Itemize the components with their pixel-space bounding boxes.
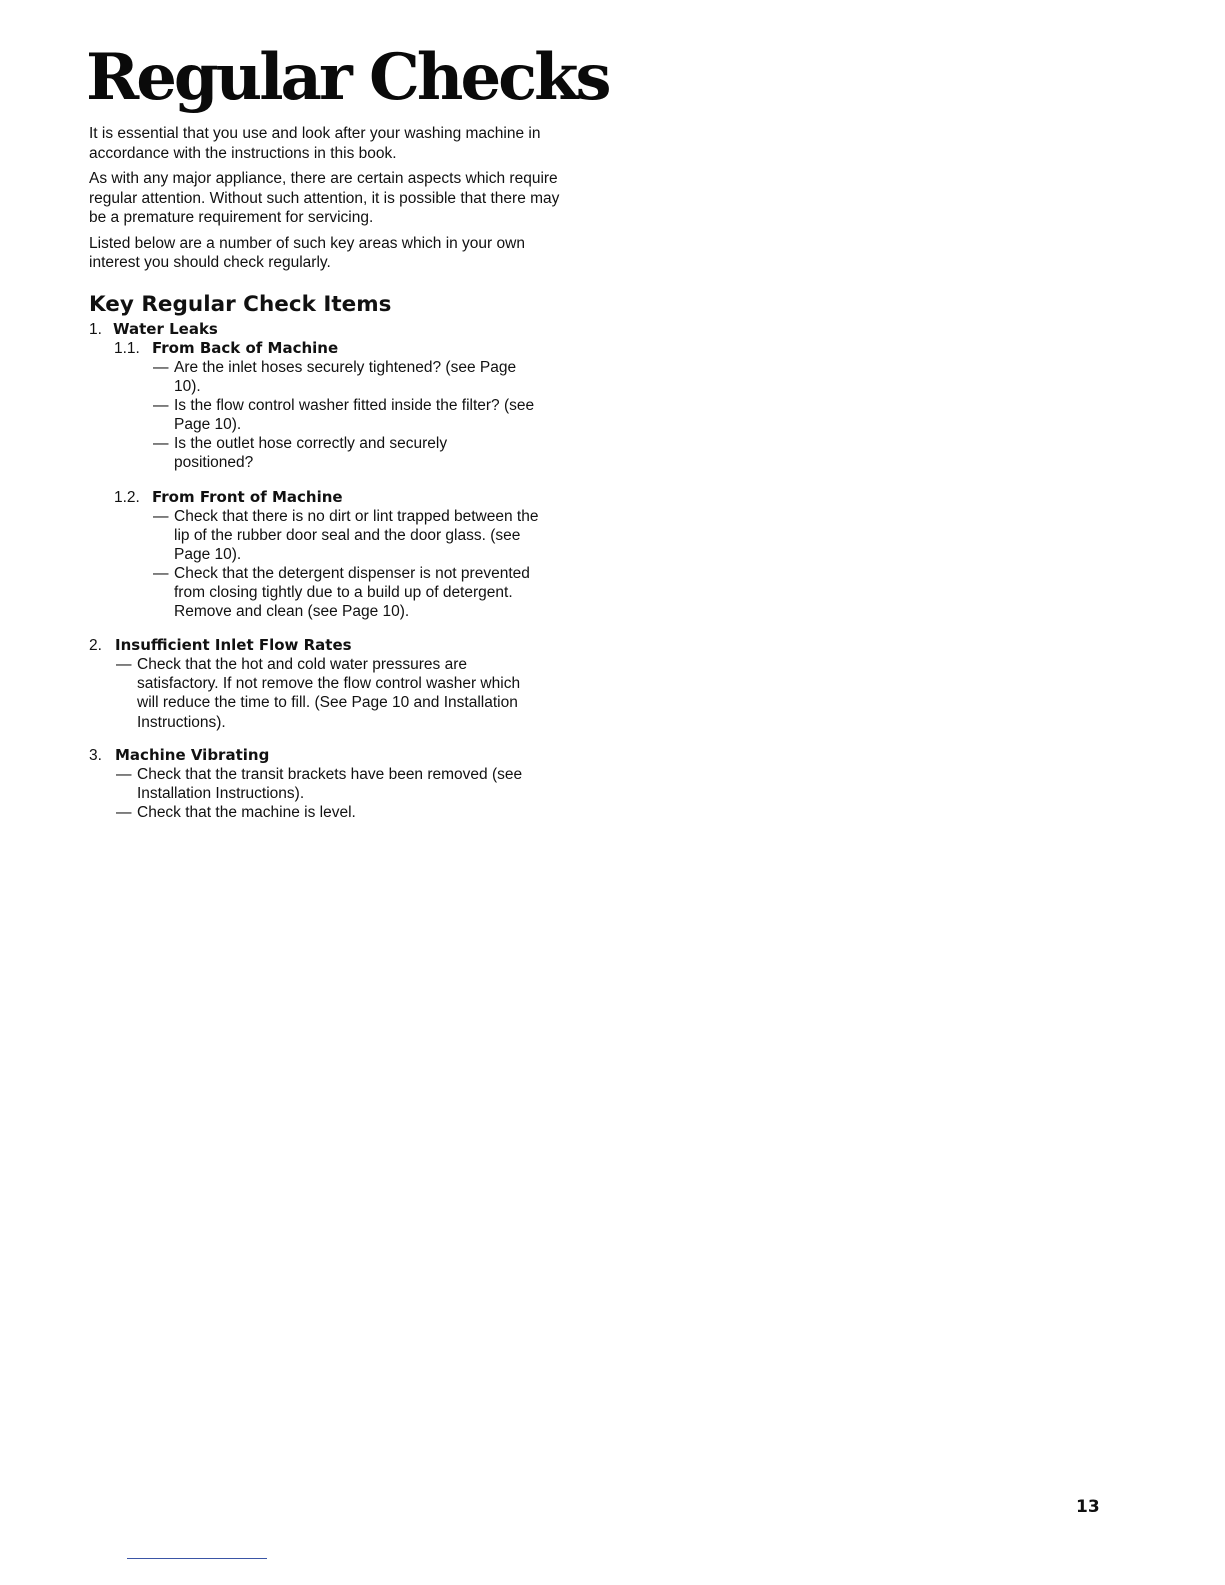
dash-bullet: —: [116, 804, 132, 821]
subitem-heading-front: [114, 488, 343, 507]
bullet-text: Is the outlet hose correctly and securely positioned?: [174, 435, 448, 472]
item-title: Machine Vibrating: [115, 746, 270, 764]
intro-paragraph: As with any major appliance, there are certain aspects which require regular attention. Without such attention, it is possible that there may be a premature requirement for servicing.: [89, 170, 560, 226]
dash-bullet: —: [153, 435, 169, 452]
page-title: Regular Checks: [86, 40, 609, 115]
bullet-text: Is the flow control washer fitted inside the filter? (see Page 10).: [174, 397, 535, 434]
page-number: 13: [1076, 1497, 1100, 1517]
bullet-text: Check that the detergent dispenser is not prevented from closing tightly due to a build up of detergent. Remove and clean (see Page 10).: [174, 565, 530, 621]
dash-bullet: —: [153, 508, 169, 525]
bullet-text: Check that the transit brackets have been removed (see Installation Instructions).: [137, 766, 523, 803]
bullet-text: Check that the machine is level.: [137, 804, 356, 821]
item-number: 2.: [89, 637, 102, 654]
subitem-heading-back: [114, 339, 338, 358]
dash-bullet: —: [116, 656, 132, 673]
item-heading-vibrating: [89, 746, 269, 765]
item-number: 3.: [89, 747, 102, 764]
item-heading-water-leaks: [89, 320, 218, 339]
subitem-title: From Back of Machine: [152, 339, 339, 357]
bullet-text: Check that the hot and cold water pressures are satisfactory. If not remove the flow control washer which will reduce the time to fill. (See Page 10 and Installation Instructions).: [137, 656, 521, 731]
item-number: 1.: [89, 321, 102, 338]
bullet-text: Are the inlet hoses securely tightened? (see Page 10).: [174, 359, 517, 396]
dash-bullet: —: [153, 397, 169, 414]
subitem-title: From Front of Machine: [152, 488, 343, 506]
bottom-rule: [127, 1558, 267, 1559]
bullet-text: Check that there is no dirt or lint trapped between the lip of the rubber door seal and the door glass. (see Page 10).: [174, 508, 539, 564]
intro-paragraph: It is essential that you use and look after your washing machine in accordance with the instructions in this book.: [89, 125, 541, 162]
item-title: Water Leaks: [113, 320, 218, 338]
subitem-number: 1.1.: [114, 340, 140, 357]
dash-bullet: —: [153, 359, 169, 376]
item-title: Insufficient Inlet Flow Rates: [115, 636, 352, 654]
item-heading-inlet-flow: [89, 636, 352, 655]
intro-text: [89, 124, 569, 279]
section-heading: Key Regular Check Items: [89, 292, 392, 317]
dash-bullet: —: [153, 565, 169, 582]
intro-paragraph: Listed below are a number of such key areas which in your own interest you should check regularly.: [89, 234, 525, 271]
dash-bullet: —: [116, 766, 132, 783]
subitem-number: 1.2.: [114, 489, 140, 506]
